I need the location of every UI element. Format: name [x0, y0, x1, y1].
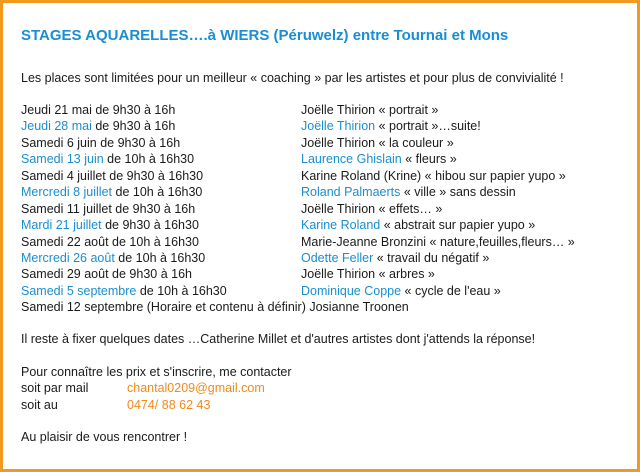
- schedule-time: de 9h30 à 16h: [91, 103, 176, 117]
- schedule-date-time: [21, 135, 180, 151]
- schedule-date-time: [21, 250, 205, 266]
- schedule-date-time: [21, 217, 199, 233]
- schedule-date: Jeudi 28 mai: [21, 119, 92, 134]
- schedule-artist-topic: [301, 283, 501, 299]
- schedule-row: [21, 135, 631, 151]
- schedule-date: Samedi 5 septembre: [21, 283, 137, 298]
- schedule-row: [21, 102, 631, 118]
- schedule-artist: Odette Feller: [301, 250, 374, 265]
- schedule-row: [21, 184, 631, 200]
- schedule-artist-topic: [301, 168, 566, 184]
- page-title: STAGES AQUARELLES….à WIERS (Péruwelz) entre Tournai et Mons: [21, 27, 509, 44]
- schedule-artist: Roland Palmaerts: [301, 185, 401, 200]
- schedule-row: [21, 283, 631, 299]
- schedule-list: [21, 102, 631, 299]
- schedule-artist: Joëlle Thirion: [301, 135, 376, 150]
- schedule-row: [21, 217, 631, 233]
- schedule-topic: « portrait »: [375, 103, 439, 117]
- schedule-date-time: [21, 266, 192, 282]
- schedule-date-time: [21, 201, 195, 217]
- schedule-time: de 9h30 à 16h: [108, 267, 192, 282]
- schedule-topic: « nature,feuilles,fleurs… »: [426, 234, 575, 249]
- schedule-time: de 9h30 à 16h30: [101, 218, 199, 233]
- schedule-artist-topic: [301, 201, 442, 217]
- schedule-time: de 9h30 à 16h: [111, 201, 196, 216]
- schedule-date: Mercredi 8 juillet: [21, 185, 113, 200]
- contact-intro: Pour connaître les prix et s'inscrire, me contacter: [21, 365, 292, 379]
- schedule-artist-topic: [301, 250, 489, 266]
- schedule-artist: Joëlle Thirion: [301, 201, 376, 216]
- schedule-topic: « abstrait sur papier yupo »: [380, 218, 536, 233]
- schedule-time: de 9h30 à 16h30: [105, 168, 204, 183]
- schedule-date: Mardi 21 juillet: [21, 218, 102, 233]
- schedule-topic: « ville » sans dessin: [400, 185, 516, 200]
- schedule-date: Samedi 11 juillet: [21, 201, 112, 216]
- schedule-topic: « fleurs »: [401, 152, 457, 167]
- schedule-topic: « hibou sur papier yupo »: [421, 168, 566, 183]
- schedule-row: [21, 118, 631, 134]
- schedule-row: [21, 168, 631, 184]
- schedule-artist-topic: [301, 266, 435, 282]
- schedule-artist-topic: [301, 234, 575, 250]
- schedule-date-time: [21, 151, 194, 167]
- schedule-artist: Karine Roland: [301, 218, 381, 233]
- schedule-date: Samedi 6 juin: [21, 135, 97, 150]
- schedule-date: Samedi 4 juillet: [21, 168, 106, 183]
- schedule-date-time: [21, 118, 175, 134]
- schedule-artist: Laurence Ghislain: [301, 152, 402, 167]
- schedule-date-time: [21, 168, 203, 184]
- contact-phone[interactable]: 0474/ 88 62 43: [127, 398, 211, 412]
- schedule-artist-topic: [301, 217, 535, 233]
- last-schedule-line: Samedi 12 septembre (Horaire et contenu à définir) Josianne Troonen: [21, 300, 409, 314]
- contact-mail-label: soit par mail: [21, 381, 89, 395]
- schedule-time: de 10h à 16h30: [136, 283, 227, 298]
- schedule-artist: Marie-Jeanne Bronzini: [301, 234, 427, 249]
- schedule-artist: Joëlle Thirion: [301, 103, 376, 117]
- schedule-row: [21, 234, 631, 250]
- schedule-artist-topic: [301, 102, 438, 118]
- schedule-row: [21, 201, 631, 217]
- contact-email[interactable]: chantal0209@gmail.com: [127, 381, 265, 395]
- contact-phone-label: soit au: [21, 398, 58, 412]
- schedule-topic: « effets… »: [375, 201, 443, 216]
- schedule-topic: « cycle de l'eau »: [401, 283, 501, 298]
- schedule-artist-topic: [301, 184, 516, 200]
- closing-text: Au plaisir de vous rencontrer !: [21, 430, 188, 444]
- schedule-topic: « arbres »: [375, 267, 435, 282]
- schedule-time: de 10h à 16h30: [108, 234, 199, 249]
- schedule-topic: « la couleur »: [375, 135, 454, 150]
- schedule-time: de 10h à 16h30: [103, 152, 195, 167]
- schedule-date-time: [21, 184, 202, 200]
- schedule-date-time: [21, 102, 175, 118]
- schedule-row: [21, 151, 631, 167]
- schedule-artist-topic: [301, 135, 454, 151]
- schedule-date: Samedi 22 août: [21, 234, 109, 249]
- schedule-topic: « portrait »…suite!: [375, 119, 481, 134]
- schedule-date: Samedi 29 août: [21, 267, 109, 282]
- schedule-artist: Joëlle Thirion: [301, 119, 376, 134]
- schedule-time: de 9h30 à 16h: [91, 119, 176, 134]
- schedule-topic: « travail du négatif »: [373, 250, 490, 265]
- remaining-dates-note: Il reste à fixer quelques dates …Catherine Millet et d'autres artistes dont j'attends la réponse!: [21, 332, 536, 346]
- schedule-artist: Joëlle Thirion: [301, 267, 376, 282]
- schedule-artist: Karine Roland (Krine): [301, 168, 422, 183]
- schedule-row: [21, 266, 631, 282]
- schedule-time: de 9h30 à 16h: [96, 135, 181, 150]
- schedule-date-time: [21, 283, 227, 299]
- schedule-artist-topic: [301, 151, 457, 167]
- schedule-date: Mercredi 26 août: [21, 250, 115, 265]
- schedule-time: de 10h à 16h30: [114, 250, 206, 265]
- schedule-date: Jeudi 21 mai: [21, 103, 92, 117]
- schedule-date: Samedi 13 juin: [21, 152, 104, 167]
- schedule-date-time: [21, 234, 199, 250]
- intro-text: Les places sont limitées pour un meilleur « coaching » par les artistes et pour plus de convivialité !: [21, 71, 564, 85]
- schedule-artist: Dominique Coppe: [301, 283, 402, 298]
- schedule-row: [21, 250, 631, 266]
- schedule-time: de 10h à 16h30: [112, 185, 203, 200]
- schedule-artist-topic: [301, 118, 481, 134]
